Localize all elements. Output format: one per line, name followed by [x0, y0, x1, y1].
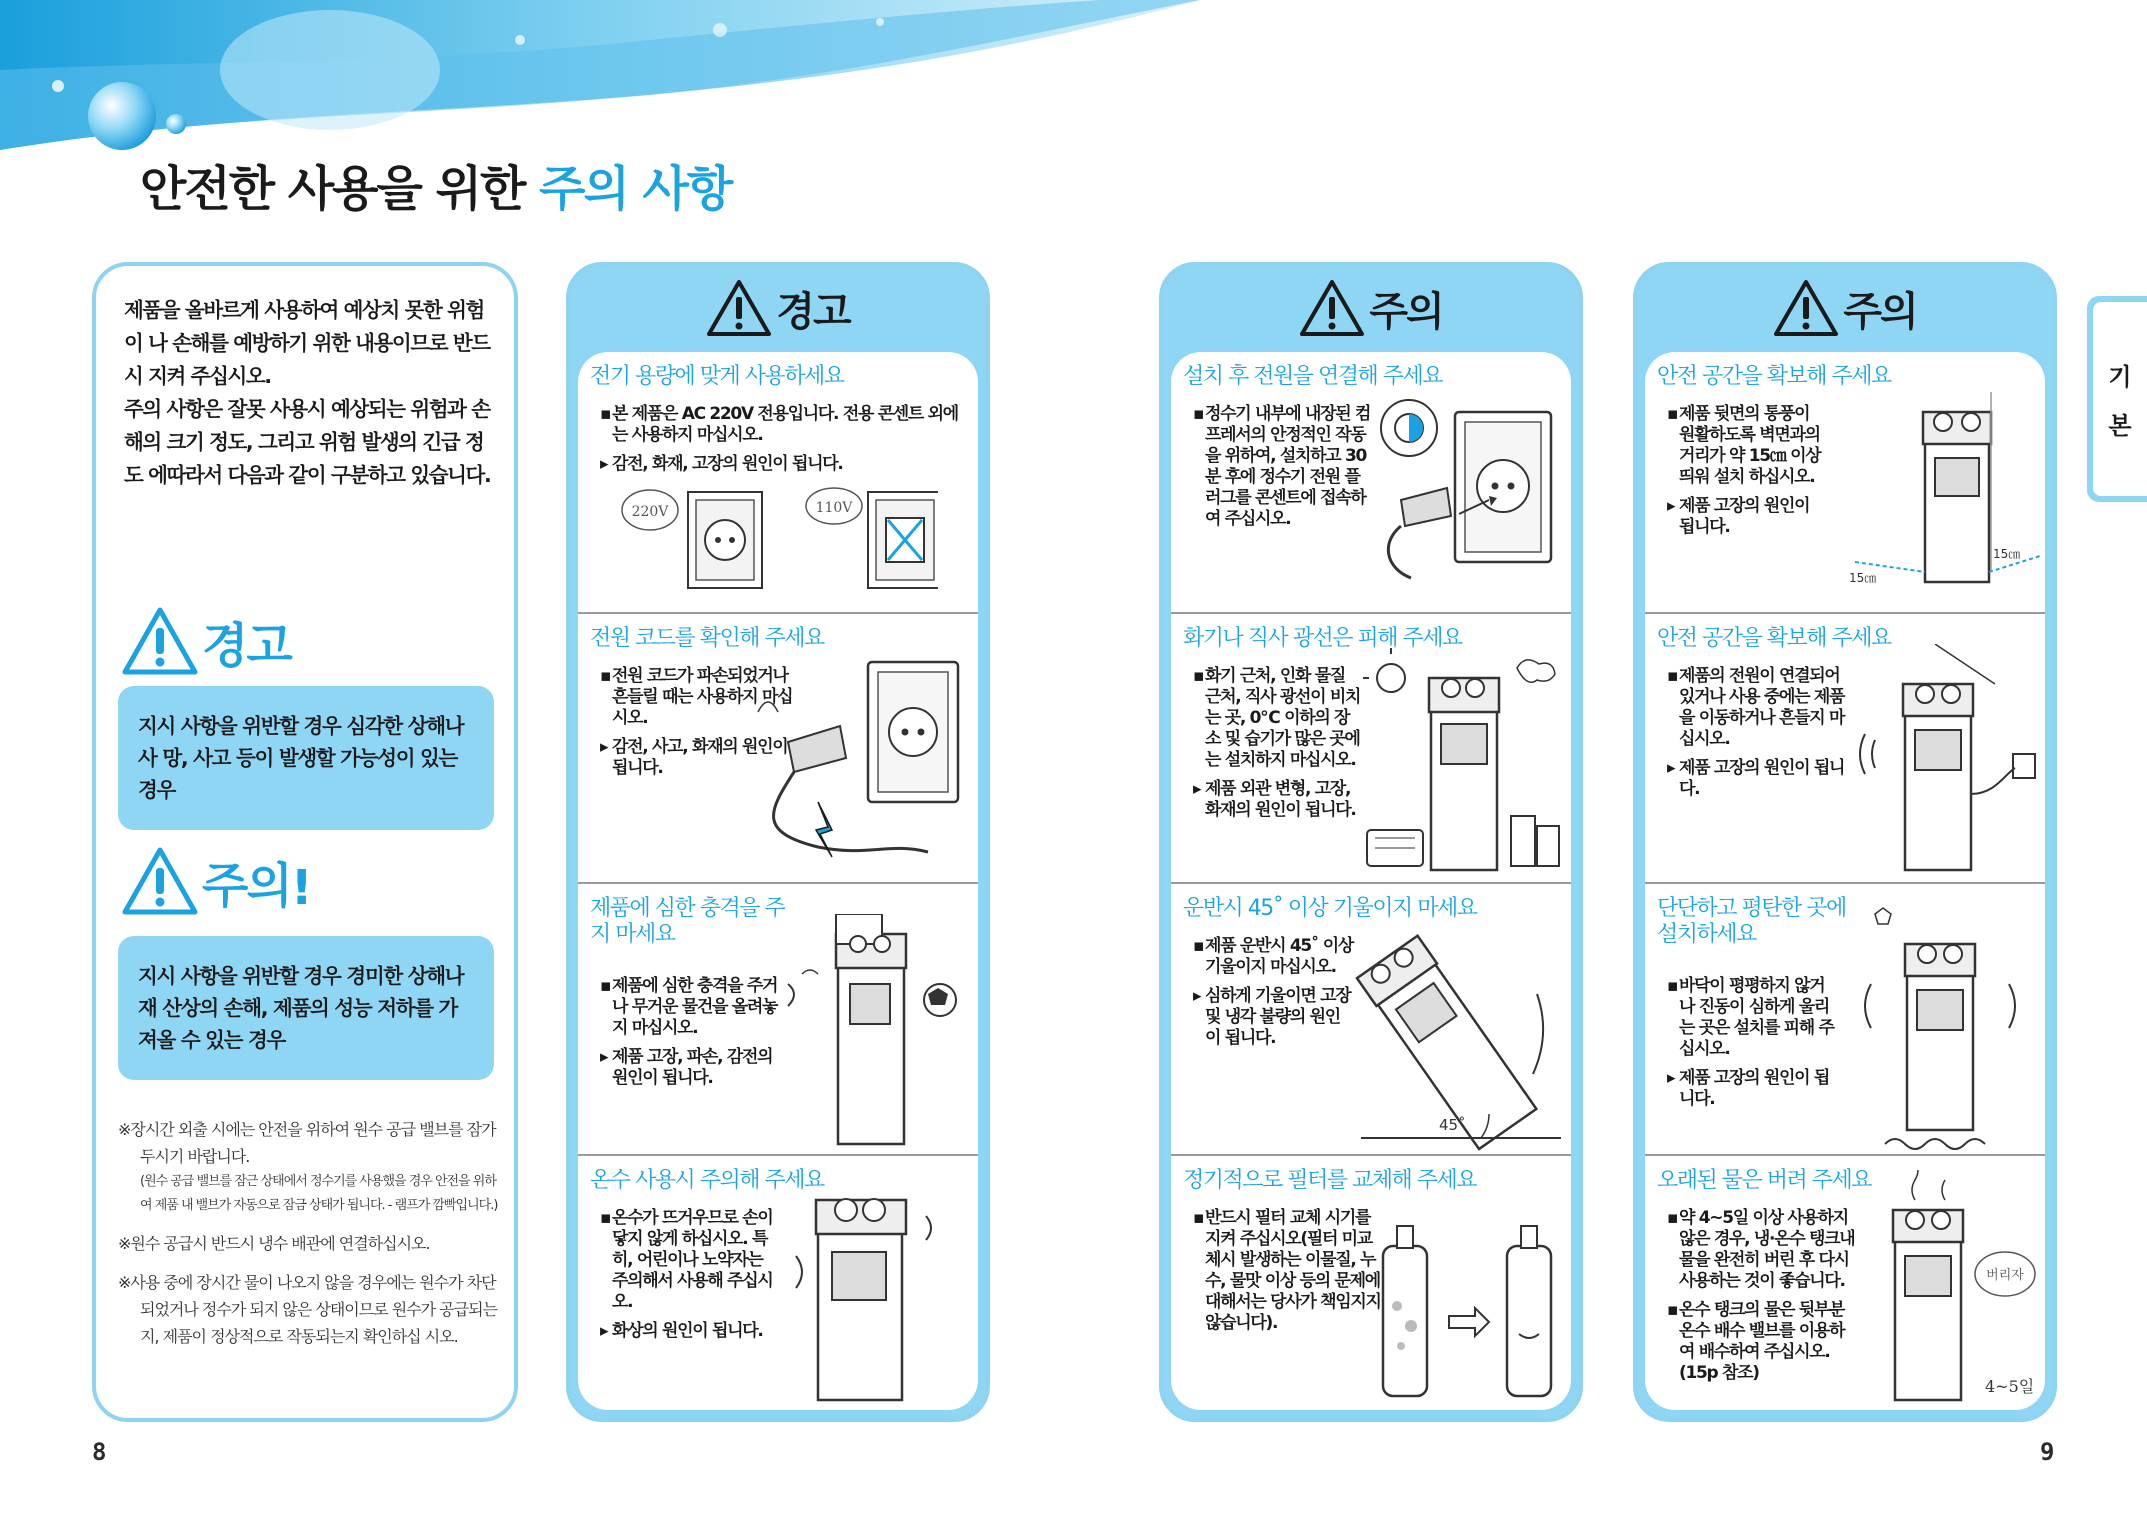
section-title: 안전 공간을 확보해 주세요: [1657, 626, 1891, 651]
column-body: [1645, 352, 2045, 1410]
clearance-label-right: 15㎝: [1993, 547, 2021, 561]
side-tab-char-2: 본: [2108, 412, 2132, 440]
filter-replacement-illustration: [1371, 1216, 1561, 1406]
section-power-cord: [578, 614, 978, 884]
shaking-dispenser-illustration: [1845, 644, 2040, 874]
column-header: [570, 266, 986, 350]
dispenser-impact-illustration: [778, 914, 968, 1154]
section-title: 안전 공간을 확보해 주세요: [1657, 364, 1891, 389]
page-title: 안전한 사용을 위한 주의 사항: [140, 161, 732, 217]
caution-triangle-icon: [1773, 279, 1839, 337]
note-1-detail: (원수 공급 밸브를 잠근 상태에서 정수기를 사용했을 경우 안전을 위하여 제품 내 밸브가 자동으로 잠금 상태가 됩니다. - 램프가 깜빡입니다.): [140, 1174, 498, 1213]
clearance-illustration: [1835, 392, 2040, 592]
section-title: 설치 후 전원을 연결해 주세요: [1183, 364, 1442, 389]
column-body: [578, 352, 978, 1410]
bullet-item: ▸ 제품 고장의 원인이 됩니다.: [1667, 758, 1847, 800]
bullet-item: ▪ 바닥이 평평하지 않거나 진동이 심하게 울리는 곳은 설치를 피해 주십시오.: [1667, 976, 1837, 1060]
header-wave-banner: [0, 0, 2147, 170]
column-header: [1637, 266, 2053, 350]
section-title: 단단하고 평탄한 곳에 설치하세요: [1657, 896, 1846, 947]
bullet-item: ▸ 제품 고장의 원인이 됩니다.: [1667, 1068, 1837, 1110]
bullet-list: [1667, 666, 1847, 808]
section-title: 정기적으로 필터를 교체해 주세요: [1183, 1168, 1477, 1193]
caution-legend-label: 주의: [202, 858, 291, 914]
section-title: 전원 코드를 확인해 주세요: [590, 626, 824, 651]
caution-legend-box: [118, 936, 494, 1080]
clearance-label-left: 15㎝: [1849, 571, 1877, 585]
outlet-voltage-illustration: [618, 484, 938, 594]
caution-triangle-icon: [122, 846, 198, 916]
side-tab-char-1: 기: [2108, 363, 2132, 391]
section-title: 운반시 45˚ 이상 기울이지 마세요: [1183, 896, 1477, 921]
section-heat-sunlight: [1171, 614, 1571, 884]
warning-legend-label: 경고: [202, 618, 291, 674]
note-3: ※사용 중에 장시간 물이 나오지 않을 경우에는 원수가 차단되었거나 정수가 되지 않은 상태이므로 원수가 공급되는지, 제품이 정상적으로 작동되는지 확인하십 시오.: [118, 1273, 498, 1346]
column-header-label: 경고: [776, 288, 850, 335]
note-2: ※원수 공급시 반드시 냉수 배관에 연결하십시오.: [118, 1234, 430, 1253]
bullet-list: [1193, 666, 1363, 829]
chapter-side-tab-inner: [2093, 302, 2147, 496]
notes: [118, 1116, 498, 1362]
section-filter: [1171, 1156, 1571, 1410]
column-header-label: 주의: [1843, 288, 1917, 335]
section-title: 온수 사용시 주의해 주세요: [590, 1168, 824, 1193]
bullet-item: ▪ 제품에 심한 충격을 주거나 무거운 물건을 올려놓지 마십시오.: [600, 976, 780, 1039]
bullet-list: [600, 1208, 780, 1350]
plug-timer-illustration: [1371, 392, 1561, 592]
section-flat-surface: [1645, 884, 2045, 1156]
section-old-water: [1645, 1156, 2045, 1410]
bullet-item: ▪ 온수 탱크의 물은 뒷부분 온수 배수 밸브를 이용하여 배수하여 주십시오. (15p 참조): [1667, 1300, 1857, 1384]
bullet-item: ▪ 정수기 내부에 내장된 컴프레서의 안정적인 작동을 위하여, 설치하고 30분 후에 정수기 전원 플러그를 콘센트에 접속하여 주십시오.: [1193, 404, 1373, 530]
warning-column: [566, 262, 990, 1422]
vibrating-dispenser-illustration: [1845, 904, 2040, 1154]
column-body: [1171, 352, 1571, 1410]
tilted-dispenser-illustration: [1341, 924, 1566, 1154]
intro-paragraph-2: 주의 사항은 잘못 사용시 예상되는 위험과 손 해의 크기 정도, 그리고 위험 발생의 긴급 정도 에따라서 다음과 같이 구분하고 있습니다.: [124, 397, 491, 487]
bullet-item: ▸ 제품 외관 변형, 고장, 화재의 원인이 됩니다.: [1193, 779, 1363, 821]
right-page-number: 9: [2040, 1438, 2055, 1466]
warning-triangle-icon: [122, 606, 198, 676]
chapter-side-tab: [2087, 296, 2147, 502]
bullet-item: ▪ 전원 코드가 파손되었거나 흔들릴 때는 사용하지 마십시오.: [600, 666, 800, 729]
hot-water-dispenser-illustration: [788, 1186, 958, 1406]
section-tilt: [1171, 884, 1571, 1156]
section-title: 제품에 심한 충격을 주지 마세요: [590, 896, 785, 947]
bullet-item: ▸ 감전, 사고, 화재의 원인이 됩니다.: [600, 737, 800, 779]
bullet-list: [1193, 936, 1353, 1057]
column-header: [1163, 266, 1579, 350]
tilt-angle-label: 45˚: [1439, 1116, 1466, 1134]
section-title: 오래된 물은 버려 주세요: [1657, 1168, 1872, 1193]
voltage-label-220: 220V: [631, 504, 669, 520]
caution-exclamation: !: [290, 860, 311, 916]
intro-panel: [92, 262, 518, 1422]
warning-legend-box: [118, 686, 494, 830]
bullet-item: ▸ 제품 고장의 원인이 됩니다.: [1667, 496, 1827, 538]
section-title: 전기 용량에 맞게 사용하세요: [590, 364, 844, 389]
warning-legend-heading: [122, 606, 291, 676]
bullet-item: ▸ 감전, 화재, 고장의 원인이 됩니다.: [600, 454, 970, 475]
bullet-item: ▪ 본 제품은 AC 220V 전용입니다. 전용 콘센트 외에는 사용하지 마십시오.: [600, 404, 970, 446]
bullet-list: [1667, 1208, 1857, 1392]
section-voltage: [578, 352, 978, 614]
caution-legend-desc: 지시 사항을 위반할 경우 경미한 상해나 재 산상의 손해, 제품의 성능 저하를 가져올 수 있는 경우: [138, 964, 464, 1052]
bullet-list: [1193, 1208, 1383, 1342]
caution-column-2: [1633, 262, 2057, 1422]
bullet-item: ▪ 온수가 뜨거우므로 손이 닿지 않게 하십시오. 특히, 어린이나 노약자는 주의해서 사용해 주십시오.: [600, 1208, 780, 1313]
intro-text: [124, 294, 500, 492]
section-impact: [578, 884, 978, 1156]
intro-paragraph-1: 제품을 올바르게 사용하여 예상치 못한 위험이 나 손해를 예방하기 위한 내용이므로 반드시 지켜 주십시오.: [124, 298, 490, 388]
left-page-number: 8: [92, 1438, 107, 1466]
column-header-label: 주의: [1369, 288, 1443, 335]
bullet-list: [1193, 404, 1373, 538]
warning-legend-desc: 지시 사항을 위반할 경우 심각한 상해나 사 망, 사고 등이 발생할 가능성이 있는 경우: [138, 714, 464, 802]
section-no-moving: [1645, 614, 2045, 884]
bullet-item: ▪ 화기 근처, 인화 물질 근처, 직사 광선이 비치는 곳, 0℃ 이하의 장소 및 습기가 많은 곳에는 설치하지 마십시오.: [1193, 666, 1363, 771]
bullet-item: ▪ 제품 운반시 45˚ 이상 기울이지 마십시오.: [1193, 936, 1353, 978]
caution-legend-heading: [122, 846, 311, 916]
days-label: 4~5일: [1985, 1377, 2035, 1396]
caution-triangle-icon: [1299, 279, 1365, 337]
heat-source-illustration: [1361, 648, 1566, 878]
section-clearance: [1645, 352, 2045, 614]
bullet-item: ▸ 심하게 기울이면 고장 및 냉각 불량의 원인이 됩니다.: [1193, 986, 1353, 1049]
bullet-item: ▪ 제품의 전원이 연결되어 있거나 사용 중에는 제품을 이동하거나 흔들지 마십시오.: [1667, 666, 1847, 750]
section-power-after-install: [1171, 352, 1571, 614]
note-1: ※장시간 외출 시에는 안전을 위하여 원수 공급 밸브를 잠가 두시기 바랍니다.: [118, 1120, 496, 1166]
voltage-label-110: 110V: [815, 500, 853, 516]
bullet-item: ▸ 화상의 원인이 됩니다.: [600, 1321, 780, 1342]
caution-column-1: [1159, 262, 1583, 1422]
bullet-item: ▪ 반드시 필터 교체 시기를 지켜 주십시오(필터 미교체시 발생하는 이물질, 누수, 물맛 이상 등의 문제에 대해서는 당사가 책임지지 않습니다).: [1193, 1208, 1383, 1334]
bullet-item: ▪ 약 4~5일 이상 사용하지 않은 경우, 냉·온수 탱크내 물을 완전히 버린 후 다시 사용하는 것이 좋습니다.: [1667, 1208, 1857, 1292]
old-water-dispenser-illustration: [1855, 1170, 2040, 1406]
bullet-list: [1667, 976, 1837, 1118]
warning-triangle-icon: [706, 279, 772, 337]
section-hot-water: [578, 1156, 978, 1410]
bullet-item: ▪ 제품 뒷면의 통풍이 원활하도록 벽면과의 거리가 약 15㎝ 이상 띄워 설치 하십시오.: [1667, 404, 1827, 488]
bullet-list: [600, 976, 780, 1097]
damaged-cord-illustration: [728, 652, 968, 872]
throw-away-bubble: 버리자: [1986, 1268, 2024, 1283]
bullet-item: ▸ 제품 고장, 파손, 감전의 원인이 됩니다.: [600, 1047, 780, 1089]
bullet-list: [600, 404, 970, 483]
bullet-list: [1667, 404, 1827, 546]
section-title: 화기나 직사 광선은 피해 주세요: [1183, 626, 1462, 651]
